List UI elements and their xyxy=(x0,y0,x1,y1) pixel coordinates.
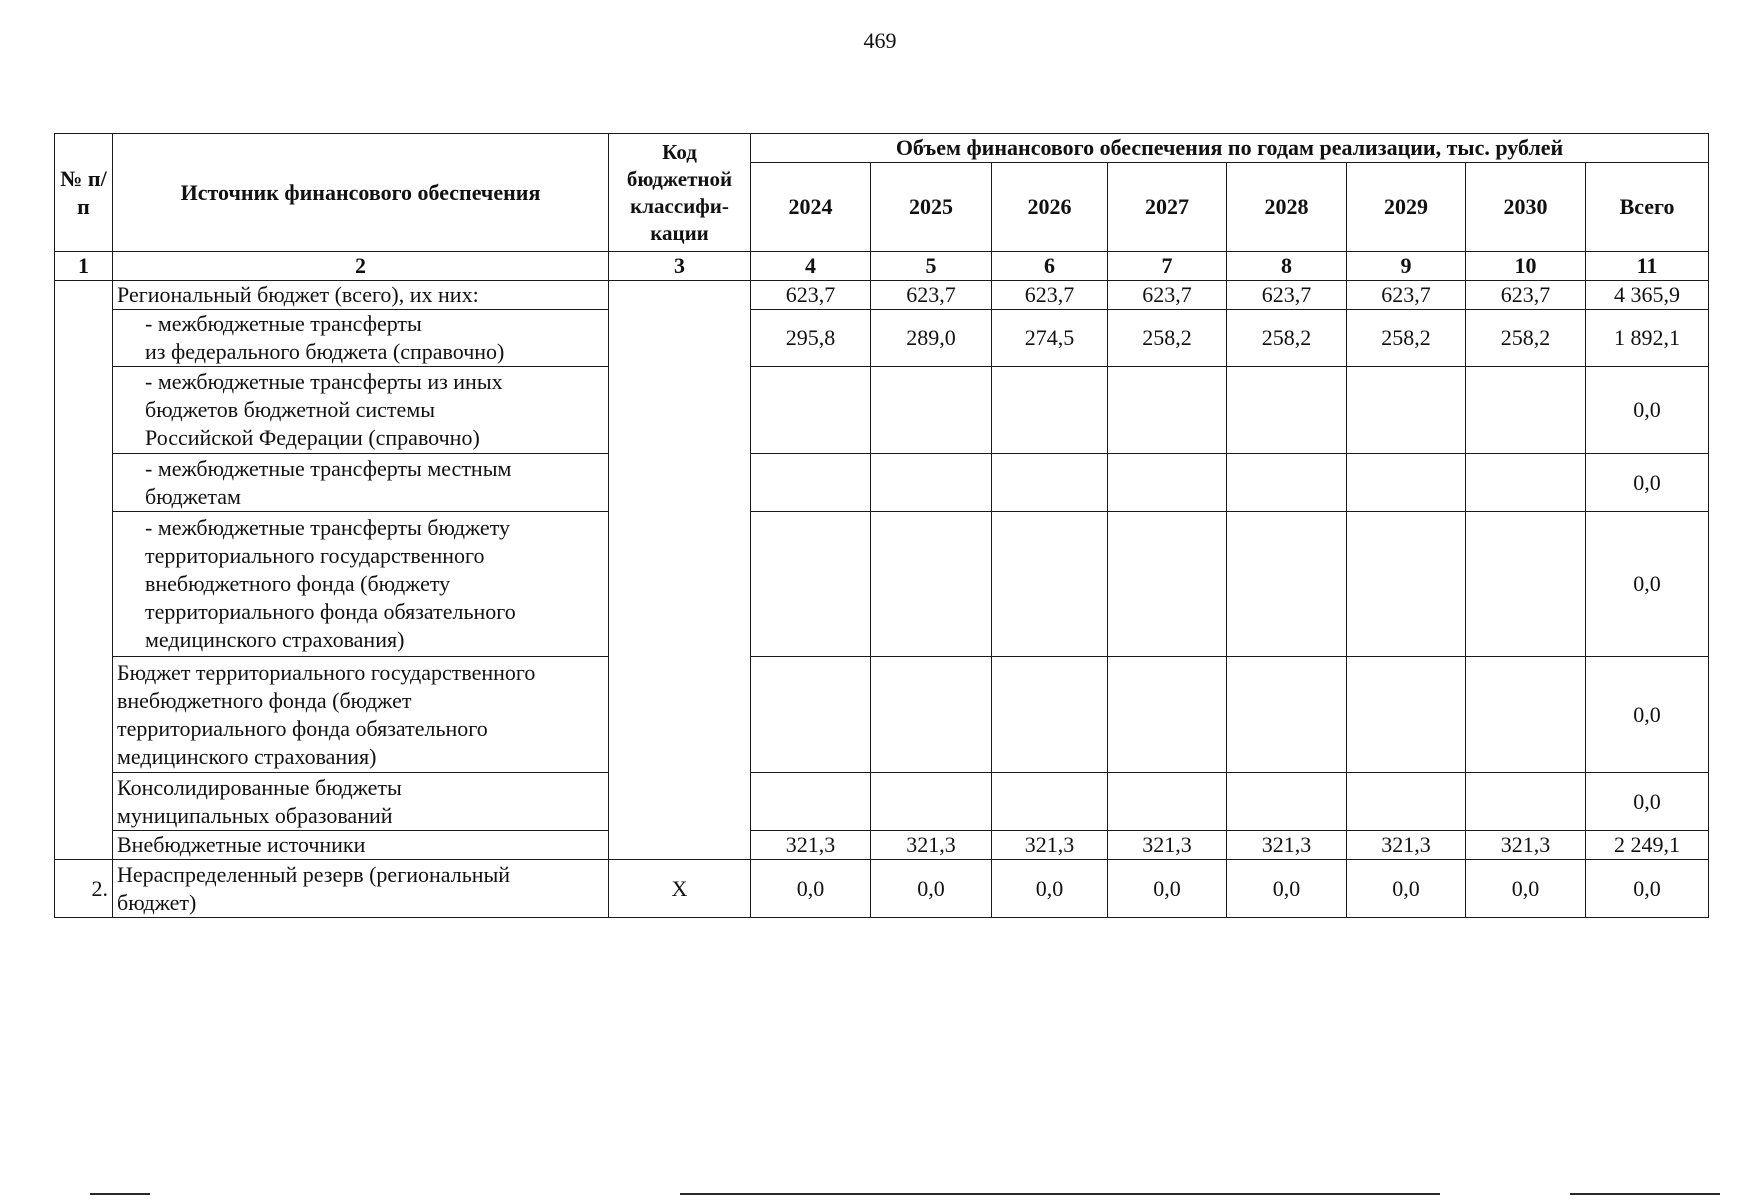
column-number: 7 xyxy=(1108,252,1227,281)
source-line: внебюджетного фонда (бюджету xyxy=(145,571,451,596)
value-cell xyxy=(992,367,1108,454)
value-cell xyxy=(1108,512,1227,657)
value-cell: 321,3 xyxy=(871,831,992,860)
value-cell: 258,2 xyxy=(1466,310,1586,367)
total-cell: 0,0 xyxy=(1586,657,1709,773)
value-cell xyxy=(1108,367,1227,454)
header-source: Источник финансового обеспечения xyxy=(113,134,609,252)
source-cell xyxy=(113,281,609,310)
value-cell xyxy=(1466,367,1586,454)
value-cell: 321,3 xyxy=(1466,831,1586,860)
value-cell xyxy=(1347,657,1466,773)
total-cell: 1 892,1 xyxy=(1586,310,1709,367)
header-year: 2024 xyxy=(751,163,871,252)
source-line: бюджет) xyxy=(117,889,197,915)
header-code-line: Код xyxy=(662,139,697,164)
source-line: бюджетам xyxy=(145,483,241,509)
value-cell: 623,7 xyxy=(1466,281,1586,310)
value-cell xyxy=(871,512,992,657)
table-row xyxy=(55,367,1709,454)
table-row xyxy=(55,657,1709,773)
source-line: из федерального бюджета (справочно) xyxy=(145,339,505,364)
source-line: Региональный бюджет (всего), их них: xyxy=(117,282,479,307)
value-cell: 623,7 xyxy=(871,281,992,310)
column-number: 8 xyxy=(1227,252,1347,281)
value-cell xyxy=(1227,773,1347,831)
value-cell xyxy=(1227,454,1347,512)
code-cell xyxy=(609,281,751,860)
column-number: 11 xyxy=(1586,252,1709,281)
value-cell xyxy=(1108,657,1227,773)
source-line: муниципальных образований xyxy=(117,802,393,828)
header-code-line: классифи- xyxy=(630,193,729,218)
table-body xyxy=(55,281,1709,918)
value-cell xyxy=(1466,773,1586,831)
value-cell xyxy=(751,454,871,512)
value-cell: 0,0 xyxy=(1466,860,1586,918)
header-total: Всего xyxy=(1586,163,1709,252)
header-year: 2030 xyxy=(1466,163,1586,252)
table-row xyxy=(55,281,1709,310)
value-cell: 321,3 xyxy=(1227,831,1347,860)
column-number: 5 xyxy=(871,252,992,281)
value-cell xyxy=(1466,512,1586,657)
value-cell: 289,0 xyxy=(871,310,992,367)
source-line: Нераспределенный резерв (региональный xyxy=(117,861,511,887)
value-cell xyxy=(992,454,1108,512)
header-year: 2026 xyxy=(992,163,1108,252)
header-year: 2028 xyxy=(1227,163,1347,252)
value-cell xyxy=(1227,657,1347,773)
value-cell xyxy=(751,367,871,454)
total-cell: 0,0 xyxy=(1586,367,1709,454)
value-cell: 258,2 xyxy=(1227,310,1347,367)
header-year: 2025 xyxy=(871,163,992,252)
value-cell xyxy=(1466,454,1586,512)
source-line: - межбюджетные трансферты xyxy=(145,311,422,336)
value-cell xyxy=(1466,657,1586,773)
header-num: № п/п xyxy=(55,134,113,252)
source-line: - межбюджетные трансферты местным xyxy=(145,455,512,481)
source-line: медицинского страхования) xyxy=(145,627,405,652)
column-number: 6 xyxy=(992,252,1108,281)
row-number-cell xyxy=(55,281,113,860)
column-number: 4 xyxy=(751,252,871,281)
value-cell: 321,3 xyxy=(1347,831,1466,860)
value-cell xyxy=(1227,367,1347,454)
total-cell: 0,0 xyxy=(1586,860,1709,918)
column-number: 9 xyxy=(1347,252,1466,281)
source-line: Консолидированные бюджеты xyxy=(117,774,402,800)
source-line: бюджетов бюджетной системы xyxy=(145,397,436,422)
value-cell: 0,0 xyxy=(751,860,871,918)
source-line: территориального государственного xyxy=(145,543,485,568)
footer-rule xyxy=(680,1193,1440,1195)
column-number: 3 xyxy=(609,252,751,281)
value-cell xyxy=(992,512,1108,657)
source-line: - межбюджетные трансферты из иных xyxy=(145,369,503,394)
source-line: внебюджетного фонда (бюджет xyxy=(117,687,412,713)
source-cell xyxy=(113,831,609,860)
header-year: 2027 xyxy=(1108,163,1227,252)
page-number: 469 xyxy=(863,28,897,53)
total-cell: 0,0 xyxy=(1586,454,1709,512)
value-cell: 0,0 xyxy=(1108,860,1227,918)
code-cell: Х xyxy=(609,860,751,918)
value-cell xyxy=(871,657,992,773)
source-line: территориального фонда обязательного xyxy=(145,599,516,624)
value-cell xyxy=(1108,773,1227,831)
value-cell: 623,7 xyxy=(1347,281,1466,310)
value-cell: 623,7 xyxy=(751,281,871,310)
value-cell: 623,7 xyxy=(1227,281,1347,310)
column-number: 10 xyxy=(1466,252,1586,281)
value-cell xyxy=(751,773,871,831)
total-cell: 0,0 xyxy=(1586,512,1709,657)
value-cell: 321,3 xyxy=(1108,831,1227,860)
financing-table xyxy=(54,133,1709,918)
source-cell xyxy=(113,310,609,367)
footer-rule xyxy=(1570,1193,1720,1195)
header-year: 2029 xyxy=(1347,163,1466,252)
total-cell: 0,0 xyxy=(1586,773,1709,831)
total-cell: 4 365,9 xyxy=(1586,281,1709,310)
table-row xyxy=(55,310,1709,367)
value-cell xyxy=(1227,512,1347,657)
source-line: медицинского страхования) xyxy=(117,743,377,769)
value-cell xyxy=(1347,773,1466,831)
column-number: 2 xyxy=(113,252,609,281)
table-row xyxy=(55,831,1709,860)
header-code-line: кации xyxy=(650,220,709,245)
value-cell: 0,0 xyxy=(1227,860,1347,918)
table-row xyxy=(55,512,1709,657)
source-cell xyxy=(113,512,609,657)
value-cell: 321,3 xyxy=(751,831,871,860)
value-cell: 258,2 xyxy=(1108,310,1227,367)
column-number: 1 xyxy=(55,252,113,281)
value-cell xyxy=(1347,367,1466,454)
total-cell: 2 249,1 xyxy=(1586,831,1709,860)
value-cell: 258,2 xyxy=(1347,310,1466,367)
value-cell xyxy=(751,512,871,657)
value-cell: 0,0 xyxy=(871,860,992,918)
source-cell xyxy=(113,657,609,773)
value-cell: 623,7 xyxy=(1108,281,1227,310)
value-cell xyxy=(751,657,871,773)
value-cell: 623,7 xyxy=(992,281,1108,310)
footer-rule xyxy=(90,1193,150,1195)
source-line: - межбюджетные трансферты бюджету xyxy=(145,515,511,540)
source-cell xyxy=(113,367,609,454)
value-cell xyxy=(871,773,992,831)
value-cell: 295,8 xyxy=(751,310,871,367)
value-cell xyxy=(992,657,1108,773)
value-cell xyxy=(1347,512,1466,657)
value-cell xyxy=(1108,454,1227,512)
header-code-line: бюджетной xyxy=(626,166,733,191)
header-code xyxy=(609,134,751,252)
column-numbers-row xyxy=(55,252,1709,281)
source-line: территориального фонда обязательного xyxy=(117,715,488,741)
source-line: Российской Федерации (справочно) xyxy=(145,425,480,450)
source-line: Внебюджетные источники xyxy=(117,832,366,857)
source-line: Бюджет территориального государственного xyxy=(117,659,536,685)
value-cell: 0,0 xyxy=(992,860,1108,918)
value-cell: 321,3 xyxy=(992,831,1108,860)
value-cell xyxy=(1347,454,1466,512)
value-cell xyxy=(871,367,992,454)
value-cell: 0,0 xyxy=(1347,860,1466,918)
value-cell: 274,5 xyxy=(992,310,1108,367)
value-cell xyxy=(871,454,992,512)
source-cell xyxy=(113,773,609,831)
row-number-cell: 2. xyxy=(55,860,113,918)
source-cell xyxy=(113,454,609,512)
header-volume: Объем финансового обеспечения по годам реализации, тыс. рублей xyxy=(751,134,1709,163)
table-row-reserve xyxy=(55,860,1709,918)
table-row xyxy=(55,773,1709,831)
source-cell xyxy=(113,860,609,918)
table-row xyxy=(55,454,1709,512)
value-cell xyxy=(992,773,1108,831)
